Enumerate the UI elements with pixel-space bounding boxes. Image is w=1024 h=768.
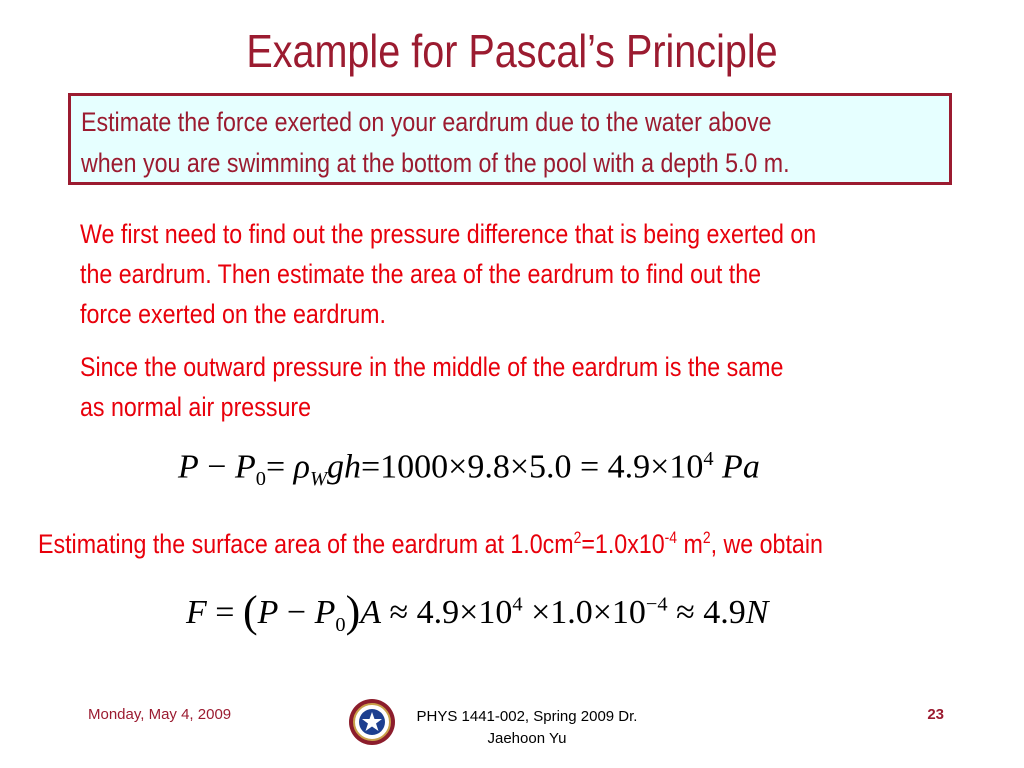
- area-sup3: 2: [702, 529, 711, 547]
- area-prefix: Estimating the surface area of the eardrum at 1.0cm: [38, 529, 574, 559]
- problem-text: [81, 102, 941, 184]
- area-suffix: , we obtain: [710, 529, 823, 559]
- eq2-sub0: 0: [335, 613, 346, 636]
- footer-course: [392, 706, 662, 750]
- area-sup2: -4: [664, 529, 678, 547]
- eq2-equals: =: [206, 594, 243, 631]
- explanation-line-5: as normal air pressure: [80, 392, 312, 422]
- eq1-P: P: [178, 448, 199, 486]
- footer-date: Monday, May 4, 2009: [88, 706, 232, 723]
- eq1-P0: P: [234, 448, 256, 486]
- eq2-A: A: [360, 594, 382, 631]
- eq2-P: P: [257, 594, 279, 631]
- problem-line-1: Estimate the force exerted on your eardrum due to the water above: [81, 107, 772, 137]
- page-number: 23: [927, 706, 944, 723]
- eq2-approx1: ≈ 4.9×10: [381, 594, 513, 631]
- explanation-line-1: We first need to find out the pressure difference that is being exerted on: [80, 219, 817, 249]
- area-mid2: m: [677, 529, 703, 559]
- eq2-exp2: −4: [645, 593, 668, 616]
- eq2-lparen: (: [242, 587, 258, 636]
- eq1-minus: −: [198, 448, 235, 486]
- area-mid: =1.0x10: [581, 529, 665, 559]
- eq2-N: N: [745, 594, 769, 631]
- explanation-line-4: Since the outward pressure in the middle of the eardrum is the same: [80, 352, 784, 382]
- problem-line-2: when you are swimming at the bottom of the pool with a depth 5.0 m.: [81, 148, 790, 178]
- eq2-rparen: ): [345, 587, 361, 636]
- eq1-unit: Pa: [722, 448, 760, 486]
- area-estimate-line: [38, 522, 823, 560]
- eq2-F: F: [186, 594, 207, 631]
- eq1-exp: 4: [703, 448, 714, 470]
- eq2-mid: ×1.0×10: [522, 594, 646, 631]
- pressure-equation: [178, 448, 760, 491]
- problem-box: [68, 93, 952, 185]
- area-sup1: 2: [573, 529, 582, 547]
- eq1-subW: W: [309, 468, 327, 491]
- eq1-equals: =: [265, 448, 294, 486]
- eq2-minus: −: [278, 594, 315, 631]
- eq1-rest: =1000×9.8×5.0 = 4.9×10: [360, 448, 704, 486]
- university-seal-icon: [348, 698, 396, 746]
- explanation-line-2: the eardrum. Then estimate the area of the eardrum to find out the: [80, 259, 762, 289]
- eq2-P0: P: [314, 594, 336, 631]
- eq2-exp1: 4: [512, 593, 523, 616]
- footer-course-line-1: PHYS 1441-002, Spring 2009 Dr.: [416, 708, 638, 725]
- eq2-approx2: ≈ 4.9: [667, 594, 746, 631]
- slide-title: Example for Pascal’s Principle: [246, 25, 778, 77]
- eq1-sub0: 0: [255, 468, 266, 491]
- footer-course-line-2: Jaehoon Yu: [487, 730, 567, 747]
- eq1-rho: ρ: [293, 448, 310, 486]
- force-equation: [186, 586, 768, 637]
- explanation-line-3: force exerted on the eardrum.: [80, 299, 386, 329]
- eq1-gh: gh: [326, 448, 361, 486]
